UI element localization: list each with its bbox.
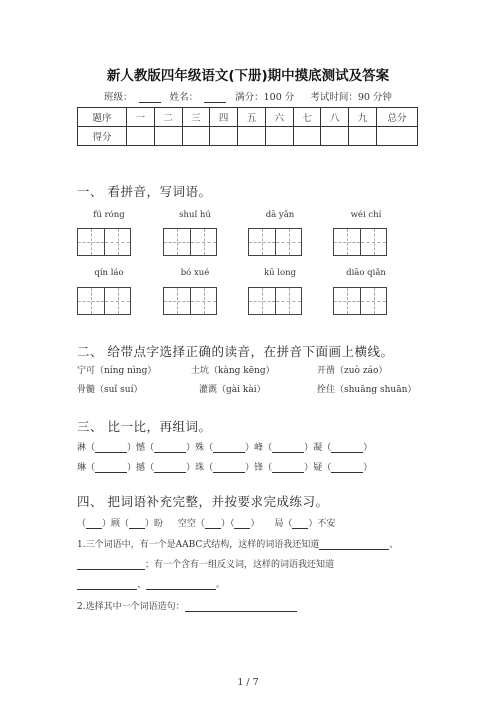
answer-blank[interactable] — [185, 601, 297, 612]
score-cell[interactable] — [321, 127, 349, 146]
score-header-cell: 七 — [293, 108, 321, 127]
score-cell[interactable] — [238, 127, 266, 146]
question-1-line-2: ；有一个含有一组反义词，这样的词语我还知道 — [77, 557, 334, 570]
score-row-label: 得分 — [78, 127, 127, 146]
pinyin-item: diāo qiǎn — [346, 268, 386, 278]
pinyin-item: shuǐ hú — [179, 210, 211, 220]
score-header-cell: 二 — [154, 108, 182, 127]
section2-heading: 二、 给带点字选择正确的读音，在拼音下面画上横线。 — [77, 344, 394, 359]
name-blank[interactable] — [204, 92, 226, 103]
question-2-line: 2.选择其中一个词语造句： — [77, 599, 297, 612]
question-1-line-1: 1.三个词语中，有一个是AABC式结构，这样的词语我还知道 、 — [77, 540, 399, 550]
exam-time: 考试时间：90 分钟 — [310, 92, 392, 103]
answer-blank[interactable] — [154, 442, 186, 453]
answer-blank[interactable] — [77, 559, 145, 570]
writing-grid[interactable] — [333, 287, 387, 315]
question-1-line-3: 、 。 — [77, 577, 225, 590]
writing-grid[interactable] — [163, 228, 217, 256]
writing-grid[interactable] — [77, 287, 131, 315]
pinyin-item: kū long — [263, 268, 297, 278]
score-header-cell: 八 — [321, 108, 349, 127]
score-table — [77, 107, 418, 146]
reading-item: 灌溉（gài kài） — [199, 385, 266, 395]
answer-blank[interactable] — [86, 518, 102, 529]
answer-blank[interactable] — [146, 579, 216, 590]
pinyin-item: qín láo — [94, 268, 124, 278]
page-number: 1 / 7 — [237, 677, 259, 688]
answer-blank[interactable] — [331, 462, 363, 473]
score-cell[interactable] — [293, 127, 321, 146]
answer-blank[interactable] — [234, 518, 250, 529]
reading-item: 宁可（níng nìng） — [77, 366, 157, 376]
writing-grid[interactable] — [163, 287, 217, 315]
score-cell[interactable] — [154, 127, 182, 146]
answer-blank[interactable] — [154, 462, 186, 473]
score-header-cell: 四 — [210, 108, 238, 127]
pinyin-item: fú róng — [93, 210, 125, 220]
full-score: 满分：100 分 — [235, 92, 295, 103]
class-label: 班级： — [104, 92, 133, 103]
section4-heading: 四、 把词语补充完整，并按要求完成练习。 — [77, 494, 329, 509]
compare-row-2: 琳（ ）撼（ ）珠（ ）锋（ ）疑（ ） — [77, 463, 373, 473]
score-table-row — [78, 127, 418, 146]
pinyin-item: bó xué — [180, 268, 210, 278]
answer-blank[interactable] — [95, 442, 127, 453]
answer-blank[interactable] — [319, 539, 389, 550]
answer-blank[interactable] — [77, 579, 137, 590]
answer-blank[interactable] — [95, 462, 127, 473]
class-blank[interactable] — [139, 92, 161, 103]
score-header-cell: 六 — [265, 108, 293, 127]
score-header-cell: 九 — [349, 108, 377, 127]
score-header-cell: 一 — [127, 108, 155, 127]
reading-item: 骨髓（suǐ suí） — [77, 385, 143, 395]
student-info-line — [0, 89, 496, 103]
writing-grid[interactable] — [333, 228, 387, 256]
answer-blank[interactable] — [272, 442, 304, 453]
score-cell[interactable] — [377, 127, 418, 146]
reading-item: 拴住（shuāng shuān） — [317, 385, 417, 395]
score-header-cell: 题序 — [78, 108, 127, 127]
answer-blank[interactable] — [292, 518, 308, 529]
section3-heading: 三、 比一比，再组词。 — [77, 419, 212, 434]
score-cell[interactable] — [265, 127, 293, 146]
compare-row-1: 淋（ ）憾（ ）殊（ ）峰（ ）凝（ ） — [77, 443, 373, 453]
page-title: 新人教版四年级语文(下册)期中摸底测试及答案 — [106, 68, 390, 84]
reading-item: 开凿（zuò záo） — [317, 366, 388, 376]
reading-item: 土坑（kàng kēng） — [191, 366, 275, 376]
writing-grid[interactable] — [248, 287, 302, 315]
answer-blank[interactable] — [213, 462, 245, 473]
score-header-cell: 三 — [182, 108, 210, 127]
writing-grid[interactable] — [248, 228, 302, 256]
name-label: 姓名： — [169, 92, 199, 103]
score-cell[interactable] — [210, 127, 238, 146]
pinyin-item: dā yǎn — [265, 210, 295, 220]
pinyin-item: wéi chí — [350, 210, 382, 220]
score-cell[interactable] — [127, 127, 155, 146]
answer-blank[interactable] — [272, 462, 304, 473]
section1-heading: 一、 看拼音，写词语。 — [77, 184, 212, 199]
answer-blank[interactable] — [205, 518, 221, 529]
score-cell[interactable] — [349, 127, 377, 146]
score-table-header — [78, 108, 418, 127]
score-header-cell: 五 — [238, 108, 266, 127]
answer-blank[interactable] — [331, 442, 363, 453]
answer-blank[interactable] — [129, 518, 145, 529]
score-header-cell: 总分 — [377, 108, 418, 127]
score-cell[interactable] — [182, 127, 210, 146]
fill-words-row: （ ）顾（ ）盼 空空（ ）（ ） 局（ ）不安 — [77, 519, 336, 529]
writing-grid[interactable] — [77, 228, 131, 256]
answer-blank[interactable] — [213, 442, 245, 453]
